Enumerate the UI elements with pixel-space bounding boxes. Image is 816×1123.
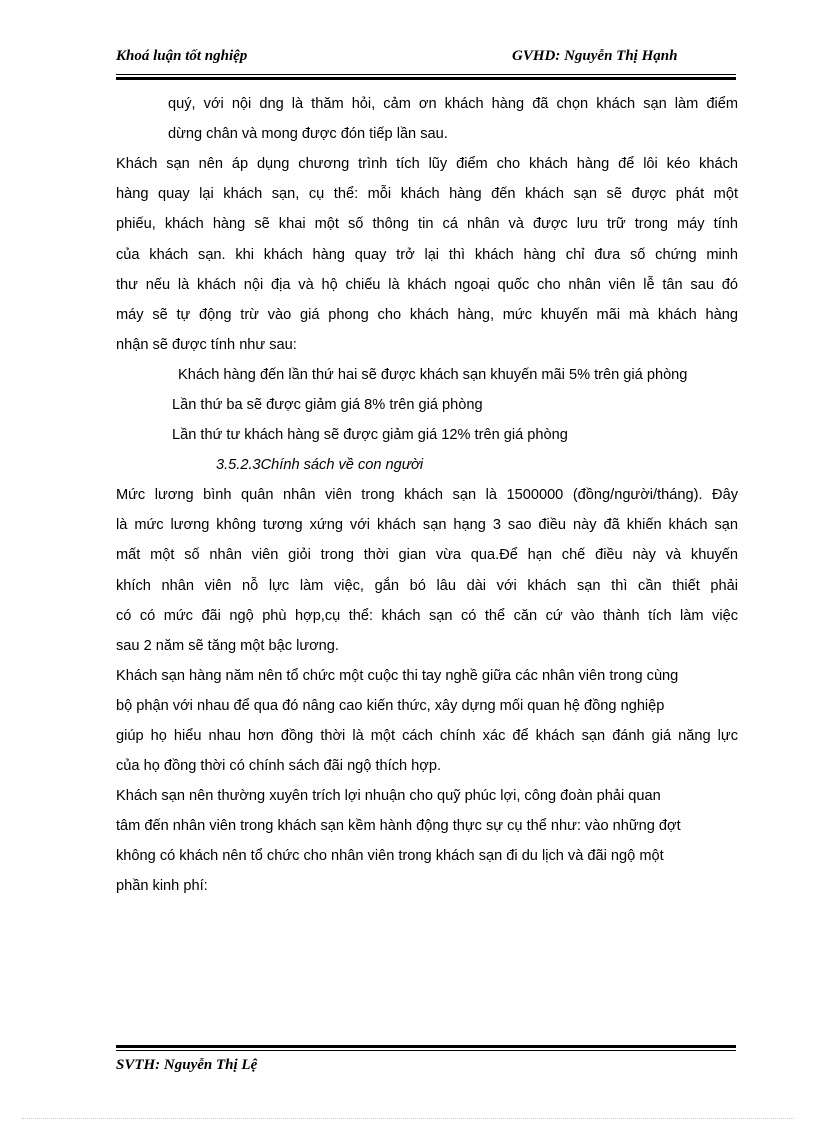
list-item: Lần thứ ba sẽ được giảm giá 8% trên giá phòng <box>172 397 483 413</box>
header-rule-thin <box>116 74 736 75</box>
list-item: Lần thứ tư khách hàng sẽ được giảm giá 12% trên giá phòng <box>172 427 568 443</box>
footer-rule-thick <box>116 1045 736 1048</box>
section-heading: 3.5.2.3Chính sách về con người <box>216 457 424 473</box>
text-line: giúp họ hiểu nhau hơn đồng thời là một cách chính xác để khách sạn đánh giá năng lực <box>116 728 738 744</box>
text-line: có có mức đãi ngộ phù hợp,cụ thể: khách sạn có thể căn cứ vào thành tích làm việc <box>116 608 738 624</box>
text-line: Khách sạn nên áp dụng chương trình tích lũy điểm cho khách hàng để lôi kéo khách <box>116 156 738 172</box>
footer-rule-thin <box>116 1050 736 1051</box>
text-line: khích nhân viên nỗ lực làm việc, gắn bó lâu dài với khách sạn thì cần thiết phải <box>116 578 738 594</box>
text-line: hàng quay lại khách sạn, cụ thể: mỗi khách hàng đến khách sạn sẽ được phát một <box>116 186 738 202</box>
list-item: Khách hàng đến lần thứ hai sẽ được khách sạn khuyến mãi 5% trên giá phòng <box>178 367 688 383</box>
footer-student: SVTH: Nguyễn Thị Lệ <box>116 1057 258 1073</box>
text-line: Khách sạn nên thường xuyên trích lợi nhuận cho quỹ phúc lợi, công đoàn phải quan <box>116 788 661 804</box>
text-line: của khách sạn. khi khách hàng quay trở lại thì khách hàng chỉ đưa số chứng minh <box>116 247 738 263</box>
text-line: bộ phận với nhau để qua đó nâng cao kiến thức, xây dựng mối quan hệ đồng nghiệp <box>116 698 665 714</box>
page-edge-divider <box>22 1118 794 1119</box>
text-line: phiếu, khách hàng sẽ khai một số thông tin cá nhân và được lưu trữ trong máy tính <box>116 216 738 232</box>
text-line: máy sẽ tự động trừ vào giá phong cho khách hàng, mức khuyến mãi mà khách hàng <box>116 307 738 323</box>
text-line: quý, với nội dng là thăm hỏi, cảm ơn khách hàng đã chọn khách sạn làm điểm <box>168 96 738 112</box>
text-line: nhận sẽ được tính như sau: <box>116 337 297 353</box>
text-line: Mức lương bình quân nhân viên trong khách sạn là 1500000 (đồng/người/tháng). Đây <box>116 487 738 503</box>
header-supervisor: GVHD: Nguyễn Thị Hạnh <box>512 48 678 64</box>
text-line: không có khách nên tổ chức cho nhân viên trong khách sạn đi du lịch và đãi ngộ một <box>116 848 664 864</box>
text-line: mất một số nhân viên giỏi trong thời gian vừa qua.Để hạn chế điều này và khuyến <box>116 547 738 563</box>
text-line: tâm đến nhân viên trong khách sạn kềm hành động thực sự cụ thể như: vào những đợt <box>116 818 681 834</box>
text-line: dừng chân và mong được đón tiếp lần sau. <box>168 126 448 142</box>
header-rule-thick <box>116 77 736 80</box>
text-line: Khách sạn hàng năm nên tổ chức một cuộc thi tay nghề giữa các nhân viên trong cùng <box>116 668 679 684</box>
text-line: sau 2 năm sẽ tăng một bậc lương. <box>116 638 339 654</box>
text-line: của họ đồng thời có chính sách đãi ngộ thích hợp. <box>116 758 442 774</box>
text-line: phần kinh phí: <box>116 878 208 894</box>
text-line: thư nếu là khách nội địa và hộ chiếu là khách ngoại quốc cho nhân viên lễ tân sau đó <box>116 277 738 293</box>
page-header <box>116 48 736 70</box>
header-thesis-title: Khoá luận tốt nghiệp <box>116 48 248 64</box>
text-line: là mức lương không tương xứng với khách sạn hạng 3 sao điều này đã khiến khách sạn <box>116 517 738 533</box>
